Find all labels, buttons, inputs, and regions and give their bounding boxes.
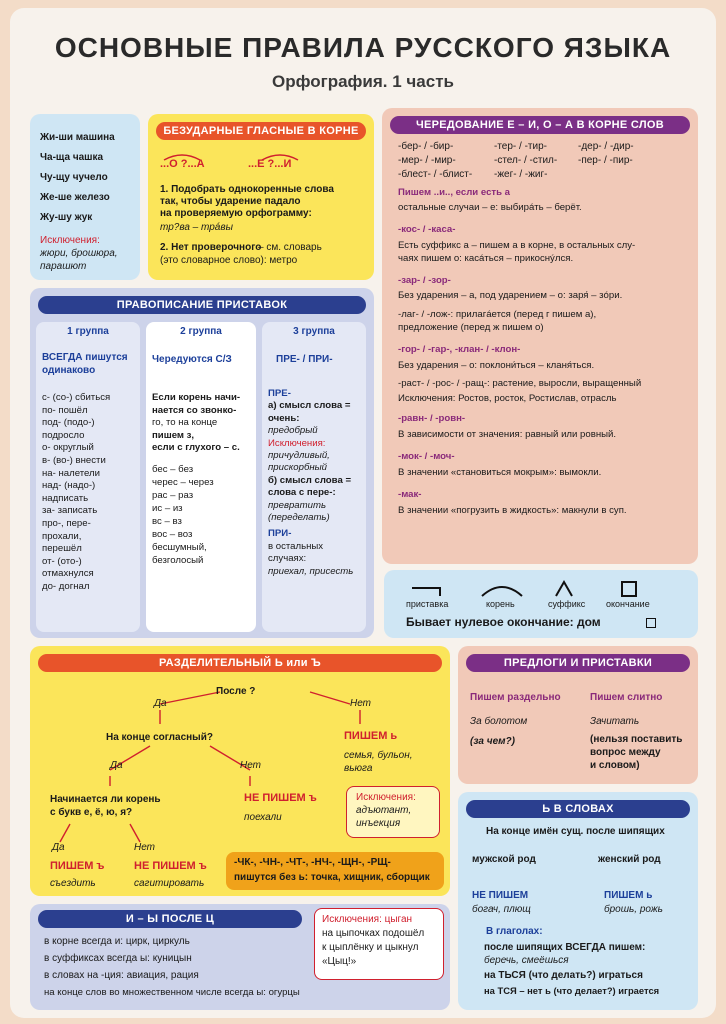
flow-question: На конце согласный? bbox=[106, 732, 213, 743]
arc-decor bbox=[162, 150, 242, 162]
rule-line: В значении «становиться мокрым»: вымокли. bbox=[398, 467, 602, 478]
list-item: перешёл bbox=[42, 543, 82, 555]
rule-line: остальные случаи – е: выбирáть – берёт. bbox=[398, 202, 582, 213]
root-cell: -мер- / -мир- bbox=[398, 155, 456, 166]
group3-title: ПРЕ- / ПРИ- bbox=[276, 354, 333, 365]
list-item: превратить bbox=[268, 499, 326, 511]
root-cell: -стел- / -стил- bbox=[494, 155, 558, 166]
rule-line: Есть суффикс а – пишем а в корне, в остальных слу- bbox=[398, 240, 636, 251]
verb-line: после шипящих ВСЕГДА пишем: bbox=[484, 942, 646, 953]
rule-text: 1. Подобрать однокоренные слова bbox=[160, 184, 334, 195]
prefixes-box bbox=[30, 288, 374, 638]
page-title: ОСНОВНЫЕ ПРАВИЛА РУССКОГО ЯЗЫКА bbox=[54, 32, 672, 63]
flow-question: с букв е, ё, ю, я? bbox=[50, 807, 133, 818]
zhi-shi-box bbox=[30, 114, 140, 280]
root-heading: -мок- / -моч- bbox=[398, 451, 455, 462]
section-header: РАЗДЕЛИТЕЛЬНЫЙ Ь или Ъ bbox=[38, 654, 442, 672]
root-heading: -равн- / -ровн- bbox=[398, 413, 466, 424]
list-item: бесшумный, bbox=[152, 541, 207, 553]
list-item: ПРИ- bbox=[268, 528, 292, 540]
separator-box bbox=[30, 646, 450, 896]
note-text: (нельзя поставить bbox=[590, 734, 683, 745]
exceptions-text: адъютант, bbox=[356, 805, 412, 816]
list-item: причудливый, bbox=[268, 450, 330, 462]
list-item: го, то на конце bbox=[152, 417, 218, 429]
root-icon bbox=[482, 587, 522, 596]
unstressed-vowels-box bbox=[148, 114, 374, 280]
list-item: а) смысл слова = bbox=[268, 400, 351, 412]
root-cell: -бер- / -бир- bbox=[398, 141, 454, 152]
list-item: за- записать bbox=[42, 505, 98, 517]
i-y-box bbox=[30, 904, 450, 1010]
root-cell: -дер- / -дир- bbox=[578, 141, 634, 152]
rule-line: -раст- / -рос- / -ращ-: растение, выросли, выращенный bbox=[398, 378, 642, 389]
exceptions-text: парашют bbox=[40, 261, 87, 272]
list-item: вс – вз bbox=[152, 515, 182, 527]
morpheme-label: суффикс bbox=[548, 599, 586, 609]
list-item: Исключения: bbox=[268, 437, 326, 449]
root-cell: -жег- / -жиг- bbox=[494, 169, 548, 180]
page-subtitle: Орфография. 1 часть bbox=[272, 72, 454, 91]
rule-line: в словах на -ция: авиация, рация bbox=[44, 970, 199, 981]
list-item: приехал, присесть bbox=[268, 565, 354, 577]
example-text: сагитировать bbox=[134, 878, 205, 889]
example-text: тр?ва – трáвы bbox=[160, 222, 233, 233]
list-item: пишем з, bbox=[152, 429, 195, 441]
vowel-schema: ...О ?...А bbox=[160, 158, 205, 170]
rule-line: В значении «погрузить в жидкость»: макнули в суп. bbox=[398, 505, 627, 516]
section-header: БЕЗУДАРНЫЕ ГЛАСНЫЕ В КОРНЕ bbox=[156, 122, 366, 140]
list-item: рас – раз bbox=[152, 489, 194, 501]
flow-question: После ? bbox=[216, 686, 256, 697]
rule-text: 2. Нет проверочного bbox=[160, 242, 262, 253]
list-item: вос – воз bbox=[152, 528, 193, 540]
ending-icon bbox=[646, 618, 656, 628]
list-item: бес – без bbox=[152, 463, 194, 475]
root-heading: -кос- / -каса- bbox=[398, 224, 456, 235]
morpheme-label: приставка bbox=[406, 599, 449, 609]
list-item: прискорбный bbox=[268, 462, 328, 474]
list-item: в остальных bbox=[268, 540, 324, 552]
example-text: семья, бульон, bbox=[344, 750, 413, 761]
soft-sign-box bbox=[458, 792, 698, 1010]
poster bbox=[10, 8, 716, 1018]
example-text: съездить bbox=[50, 878, 96, 889]
alternation-box bbox=[382, 108, 698, 564]
exceptions-text: жюри, брошюра, bbox=[40, 248, 118, 259]
ne-pishem-hard: НЕ ПИШЕМ ъ bbox=[244, 792, 317, 804]
rule-line: -лаг- / -лож-: прилагáется (перед г пишем а), bbox=[398, 309, 597, 320]
rule-text: На конце имён сущ. после шипящих bbox=[486, 826, 665, 837]
verb-line: на ТСЯ – нет ь (что делает?) играется bbox=[484, 985, 660, 996]
join-label: Пишем слитно bbox=[590, 692, 663, 703]
pishem: ПИШЕМ ь bbox=[604, 890, 653, 901]
note-text: вопрос между bbox=[590, 747, 661, 758]
list-item: случаях: bbox=[268, 553, 307, 565]
list-item: под- (подо-) bbox=[42, 417, 95, 429]
list-item: подросло bbox=[42, 429, 85, 441]
rule-line: Жи-ши машина bbox=[40, 132, 115, 143]
list-item: ис – из bbox=[152, 502, 183, 514]
rule-line: Без ударения – а, под ударением – о: заря́ – зóри. bbox=[398, 290, 623, 301]
root-heading: -гор- / -гар-, -клан- / -клон- bbox=[398, 344, 521, 355]
rule-line: Жу-шу жук bbox=[40, 212, 93, 223]
pishem-soft: ПИШЕМ ь bbox=[344, 730, 398, 742]
rule-text: – см. словарь bbox=[258, 242, 322, 253]
suffix-rule: пишутся без ь: точка, хищник, сборщик bbox=[234, 872, 430, 883]
suffix-rule: -ЧК-, -ЧН-, -ЧТ-, -НЧ-, -ЩН-, -РЩ- bbox=[234, 857, 391, 868]
pishem-hard: ПИШЕМ ъ bbox=[50, 860, 105, 872]
rule-line: В зависимости от значения: равный или ровный. bbox=[398, 429, 617, 440]
list-item: от- (ото-) bbox=[42, 555, 82, 567]
rule-line: Чу-щу чучело bbox=[40, 172, 108, 183]
exceptions-text: инъекция bbox=[356, 818, 401, 829]
list-item: слова с пере-: bbox=[268, 487, 336, 499]
rule-line: Пишем ..и.., если есть а bbox=[398, 187, 510, 198]
morphemes-box bbox=[384, 570, 698, 638]
list-item: Если корень начи- bbox=[152, 392, 241, 403]
list-item: над- (надо-) bbox=[42, 480, 96, 492]
ending-icon bbox=[622, 582, 636, 596]
rule-text: на проверяемую орфограмму: bbox=[160, 208, 312, 219]
gender-label: мужской род bbox=[472, 854, 536, 865]
rule-line: Ча-ща чашка bbox=[40, 152, 104, 163]
group-title: 3 группа bbox=[293, 326, 335, 337]
flow-yes: Да bbox=[52, 842, 65, 853]
vowel-schema: ...Е ?...И bbox=[248, 158, 292, 170]
ne-pishem: НЕ ПИШЕМ bbox=[472, 890, 529, 901]
rule-text: (это словарное слово): метро bbox=[160, 255, 298, 266]
rule-text: В глаголах: bbox=[486, 926, 543, 937]
group2-title: Чередуются С/З bbox=[152, 354, 232, 365]
list-item: черес – через bbox=[152, 476, 214, 488]
root-cell: -блест- / -блист- bbox=[398, 169, 473, 180]
section-header: ПРАВОПИСАНИЕ ПРИСТАВОК bbox=[38, 296, 366, 314]
list-item: на- налетели bbox=[42, 467, 101, 479]
list-item: в- (во-) внести bbox=[42, 454, 106, 466]
prefix-icon bbox=[412, 588, 440, 596]
example-text: вьюга bbox=[344, 763, 373, 774]
flow-question: Начинается ли корень bbox=[50, 794, 161, 805]
flow-no: Нет bbox=[350, 698, 372, 709]
rule-line: Исключения: Ростов, росток, Ростислав, отрасль bbox=[398, 393, 617, 404]
group-title: 2 группа bbox=[180, 326, 222, 337]
exceptions-text: на цыпочках подошёл bbox=[322, 928, 425, 939]
group1-title: ВСЕГДА пишутся bbox=[42, 352, 128, 363]
flow-no: Нет bbox=[134, 842, 156, 853]
verb-line: на ТЬСЯ (что делать?) играться bbox=[484, 970, 643, 981]
rule-text: так, чтобы ударение падало bbox=[160, 196, 301, 207]
rule-line: Без ударения – о: поклони́ться – кланя́ться. bbox=[398, 360, 595, 371]
prepositions-box bbox=[458, 646, 698, 784]
group1-title: одинаково bbox=[42, 365, 96, 376]
rule-line: предложение (перед ж пишем о) bbox=[398, 322, 544, 333]
rule-line: в корне всегда и: цирк, циркуль bbox=[44, 936, 190, 947]
list-item: нается со звонко- bbox=[152, 404, 237, 416]
rule-line: в суффиксах всегда ы: куницын bbox=[44, 953, 192, 964]
list-item: безголосый bbox=[152, 554, 204, 566]
rule-line: чаях пишем о: касáться – прикоснýлся. bbox=[398, 253, 574, 264]
rule-line: на конце слов во множественном числе всегда ы: огурцы bbox=[44, 987, 300, 998]
rule-line: Же-ше железо bbox=[40, 192, 110, 203]
list-item: про-, пере- bbox=[42, 517, 91, 529]
list-item: ПРЕ- bbox=[268, 388, 291, 399]
list-item: очень: bbox=[268, 412, 300, 424]
sep-label: Пишем раздельно bbox=[470, 692, 561, 703]
exceptions-text: «Цыц!» bbox=[322, 956, 357, 967]
suffix-icon bbox=[556, 582, 572, 596]
verb-line: беречь, смеёшься bbox=[484, 955, 569, 966]
exceptions-text: к цыплёнку и цыкнул bbox=[322, 942, 419, 953]
note-text: и словом) bbox=[590, 760, 640, 771]
exceptions-label: Исключения: bbox=[356, 792, 416, 803]
list-item: отмахнулся bbox=[42, 568, 94, 580]
example-text: брошь, рожь bbox=[604, 904, 663, 915]
root-heading: -зар- / -зор- bbox=[398, 275, 451, 286]
list-item: б) смысл слова = bbox=[268, 474, 352, 486]
list-item: до- догнал bbox=[42, 580, 90, 592]
example-text: поехали bbox=[244, 812, 282, 823]
list-item: если с глухого – с. bbox=[152, 442, 240, 454]
section-header: ПРЕДЛОГИ И ПРИСТАВКИ bbox=[466, 654, 690, 672]
morpheme-label: корень bbox=[486, 599, 515, 609]
root-cell: -пер- / -пир- bbox=[578, 155, 633, 166]
exceptions-label: Исключения: bbox=[40, 235, 100, 246]
example-text: За болотом bbox=[470, 716, 528, 727]
list-item: с- (со-) сбиться bbox=[42, 392, 111, 403]
list-item: по- пошёл bbox=[42, 404, 88, 416]
flow-yes: Да bbox=[154, 698, 167, 709]
list-item: предобрый bbox=[268, 425, 318, 437]
section-header: И – Ы ПОСЛЕ Ц bbox=[38, 910, 302, 928]
example-text: богач, плющ bbox=[472, 904, 531, 915]
exceptions-text: Исключения: цыган bbox=[322, 914, 413, 925]
gender-label: женский род bbox=[598, 854, 661, 865]
flow-yes: Да bbox=[110, 760, 123, 771]
group-title: 1 группа bbox=[67, 326, 109, 337]
example-text: Зачитать bbox=[590, 716, 640, 727]
section-header: ЧЕРЕДОВАНИЕ Е – И, О – А В КОРНЕ СЛОВ bbox=[390, 116, 690, 134]
morpheme-label: окончание bbox=[606, 599, 650, 609]
example-text: (за чем?) bbox=[470, 736, 515, 747]
root-cell: -тер- / -тир- bbox=[494, 141, 547, 152]
root-heading: -мак- bbox=[398, 489, 422, 500]
list-item: надписать bbox=[42, 492, 89, 504]
list-item: (переделать) bbox=[268, 512, 330, 524]
list-item: прохали, bbox=[42, 530, 82, 542]
list-item: о- округлый bbox=[42, 442, 94, 454]
section-header: Ь В СЛОВАХ bbox=[466, 800, 690, 818]
ne-pishem-hard: НЕ ПИШЕМ ъ bbox=[134, 860, 207, 872]
flow-no: Нет bbox=[240, 760, 262, 771]
null-ending-text: Бывает нулевое окончание: дом bbox=[406, 615, 601, 629]
